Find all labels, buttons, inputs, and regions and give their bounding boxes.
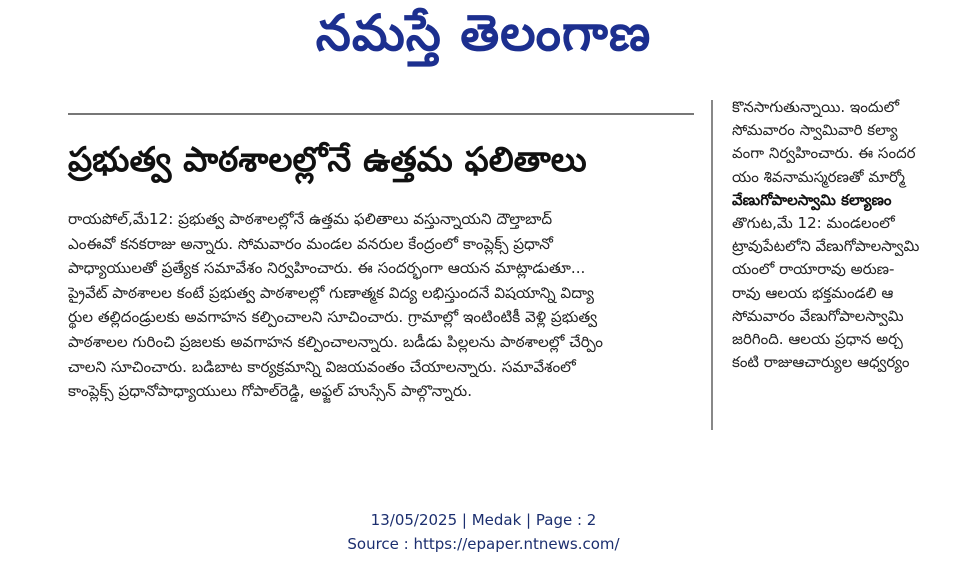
adjacent-subheading: వేణుగోపాలస్వామి కల్యాణం	[732, 190, 892, 209]
adjacent-line: ట్రావుపేటలోని వేణుగోపాలస్వామి	[732, 237, 920, 256]
adjacent-line: వంగా నిర్వహించారు. ఈ సందర	[732, 144, 916, 163]
article-line: చాలని సూచించారు. బడిబాట కార్యక్రమాన్ని విజయవంతం చేయాలన్నారు. సమావేశంలో	[68, 357, 576, 376]
edition-date-line: 13/05/2025 | Medak | Page : 2	[370, 511, 597, 529]
article-line: ర్థుల తల్లిదండ్రులకు అవగాహన కల్పించాలని సూచించారు. గ్రామాల్లో ఇంటింటికీ వెళ్లి ప్రభుత్వ	[68, 308, 598, 327]
adjacent-article-column	[732, 96, 967, 374]
adjacent-line: యంలో రాయారావు అరుణ-	[732, 260, 895, 279]
adjacent-line: సోమవారం వేణుగోపాలస్వామి	[732, 306, 904, 325]
adjacent-line: కంటి రాజుఆచార్యుల ఆధ్వర్యం	[732, 353, 910, 372]
column-divider	[711, 100, 713, 430]
article-line: ప్రైవేట్ పాఠశాలల కంటే ప్రభుత్వ పాఠశాలల్లో గుణాత్మక విద్య లభిస్తుందనే విషయాన్ని విద్యా	[68, 283, 594, 302]
article-body	[68, 207, 700, 404]
adjacent-line: యం శివనామస్మరణతో మార్మో	[732, 167, 905, 186]
article-line: రాయపోల్,మే12: ప్రభుత్వ పాఠశాలల్లోనే ఉత్తమ ఫలితాలు వస్తున్నాయని దౌల్తాబాద్	[68, 210, 553, 228]
adjacent-line: సోమవారం స్వామివారి కల్యా	[732, 121, 898, 140]
article-line: పాఠశాలల గురించి ప్రజలకు అవగాహన కల్పించాలన్నారు. బడీడు పిల్లలను పాఠశాలల్లో చేర్పిం	[68, 332, 603, 351]
adjacent-line: కొనసాగుతున్నాయి. ఇందులో	[732, 98, 900, 116]
adjacent-line: తొగుట,మే 12: మండలంలో	[732, 213, 895, 232]
article-line: పాధ్యాయులతో ప్రత్యేక సమావేశం నిర్వహించారు. ఈ సందర్భంగా ఆయన మాట్లాడుతూ...	[68, 259, 586, 278]
newspaper-masthead: నమస్తే తెలంగాణ	[315, 4, 652, 62]
divider-horizontal	[68, 113, 694, 115]
article-line: కాంప్లెక్స్ ప్రధానోపాధ్యాయులు గోపాల్‌రెడ్డి, అఫ్జల్ హుస్సేన్ పాల్గొన్నారు.	[68, 382, 473, 401]
adjacent-line: రావు ఆలయ భక్తమండలి ఆ	[732, 283, 894, 302]
source-link[interactable]: Source : https://epaper.ntnews.com/	[347, 535, 620, 553]
article-headline: ప్రభుత్వ పాఠశాలల్లోనే ఉత్తమ ఫలితాలు	[68, 140, 587, 180]
article-line: ఎంఈవో కనకరాజు అన్నారు. సోమవారం మండల వనరుల కేంద్రంలో కాంప్లెక్స్ ప్రధానో	[68, 234, 553, 253]
adjacent-line: జరిగింది. ఆలయ ప్రధాన అర్చ	[732, 329, 903, 348]
